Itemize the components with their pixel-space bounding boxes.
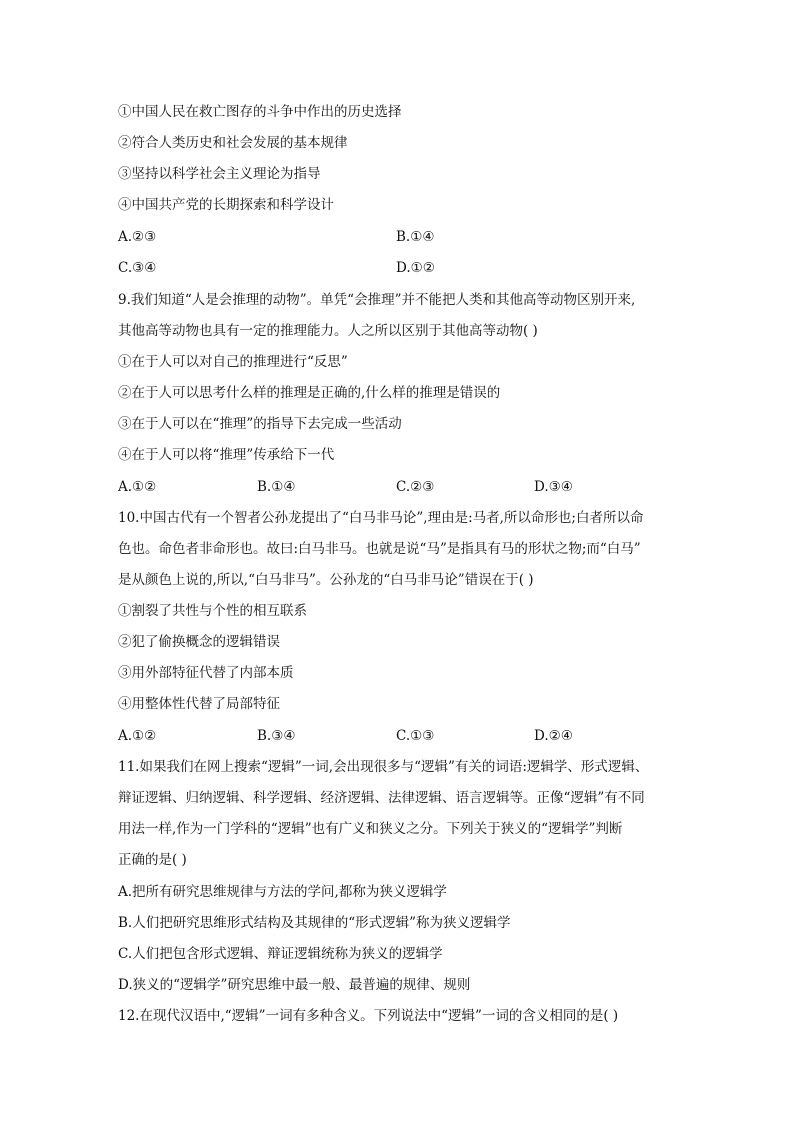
q9-item-2: ②在于人可以思考什么样的推理是正确的,什么样的推理是错误的 xyxy=(118,385,501,401)
q9-item-3: ③在于人可以在“推理”的指导下去完成一些活动 xyxy=(118,416,402,432)
q10-item-4: ④用整体性代替了局部特征 xyxy=(118,696,280,712)
q12-stem: 12.在现代汉语中,“逻辑”一词有多种含义。下列说法中“逻辑”一词的含义相同的是( ) xyxy=(118,1008,619,1024)
q9-option-d: D.③④ xyxy=(534,479,573,495)
q11-option-c: C.人们把包含形式逻辑、辩证逻辑统称为狭义的逻辑学 xyxy=(118,946,443,962)
q10-option-d: D.②④ xyxy=(534,728,573,744)
q10-item-2: ②犯了偷换概念的逻辑错误 xyxy=(118,634,280,650)
q9-option-c: C.②③ xyxy=(396,479,435,495)
q10-stem-line-1: 10.中国古代有一个智者公孙龙提出了“白马非马论”,理由是:马者,所以命形也;白者所以命 xyxy=(118,510,644,526)
q10-option-a: A.①② xyxy=(118,728,157,744)
q11-option-b: B.人们把研究思维形式结构及其规律的“形式逻辑”称为狭义逻辑学 xyxy=(118,915,511,931)
q8-option-c: C.③④ xyxy=(118,260,157,276)
q10-item-1: ①割裂了共性与个性的相互联系 xyxy=(118,603,307,619)
q11-stem-line-3: 用法一样,作为一门学科的“逻辑”也有广义和狭义之分。下列关于狭义的“逻辑学”判断 xyxy=(118,821,623,837)
q9-stem-line-2: 其他高等动物也具有一定的推理能力。人之所以区别于其他高等动物( ) xyxy=(118,323,538,339)
q9-item-4: ④在于人可以将“推理”传承给下一代 xyxy=(118,447,335,463)
q8-option-a: A.②③ xyxy=(118,229,157,245)
q8-option-d: D.①② xyxy=(396,260,435,276)
q9-option-b: B.①④ xyxy=(257,479,296,495)
q11-stem-line-4: 正确的是( ) xyxy=(118,852,187,868)
q9-item-1: ①在于人可以对自己的推理进行“反思” xyxy=(118,354,348,370)
q8-option-b: B.①④ xyxy=(396,229,435,245)
q8-item-2: ②符合人类历史和社会发展的基本规律 xyxy=(118,135,348,151)
q8-item-4: ④中国共产党的长期探索和科学设计 xyxy=(118,197,334,213)
q10-option-b: B.③④ xyxy=(257,728,296,744)
q10-stem-line-2: 色也。命色者非命形也。故曰:白马非马。也就是说“马”是指具有马的形状之物;而“白马” xyxy=(118,541,641,557)
q11-option-a: A.把所有研究思维规律与方法的学问,都称为狭义逻辑学 xyxy=(118,884,447,900)
q11-option-d: D.狭义的“逻辑学”研究思维中最一般、最普遍的规律、规则 xyxy=(118,977,471,993)
q9-option-a: A.①② xyxy=(118,479,157,495)
q8-item-1: ①中国人民在救亡图存的斗争中作出的历史选择 xyxy=(118,104,402,120)
q10-item-3: ③用外部特征代替了内部本质 xyxy=(118,665,294,681)
q11-stem-line-1: 11.如果我们在网上搜索“逻辑”一词,会出现很多与“逻辑”有关的词语:逻辑学、形式逻辑、 xyxy=(118,759,649,775)
q9-stem-line-1: 9.我们知道“人是会推理的动物”。单凭“会推理”并不能把人类和其他高等动物区别开来, xyxy=(118,292,636,308)
q8-item-3: ③坚持以科学社会主义理论为指导 xyxy=(118,166,321,182)
q10-stem-line-3: 是从颜色上说的,所以,“白马非马”。公孙龙的“白马非马论”错误在于( ) xyxy=(118,572,534,588)
q10-option-c: C.①③ xyxy=(396,728,435,744)
q11-stem-line-2: 辩证逻辑、归纳逻辑、科学逻辑、经济逻辑、法律逻辑、语言逻辑等。正像“逻辑”有不同 xyxy=(118,790,645,806)
